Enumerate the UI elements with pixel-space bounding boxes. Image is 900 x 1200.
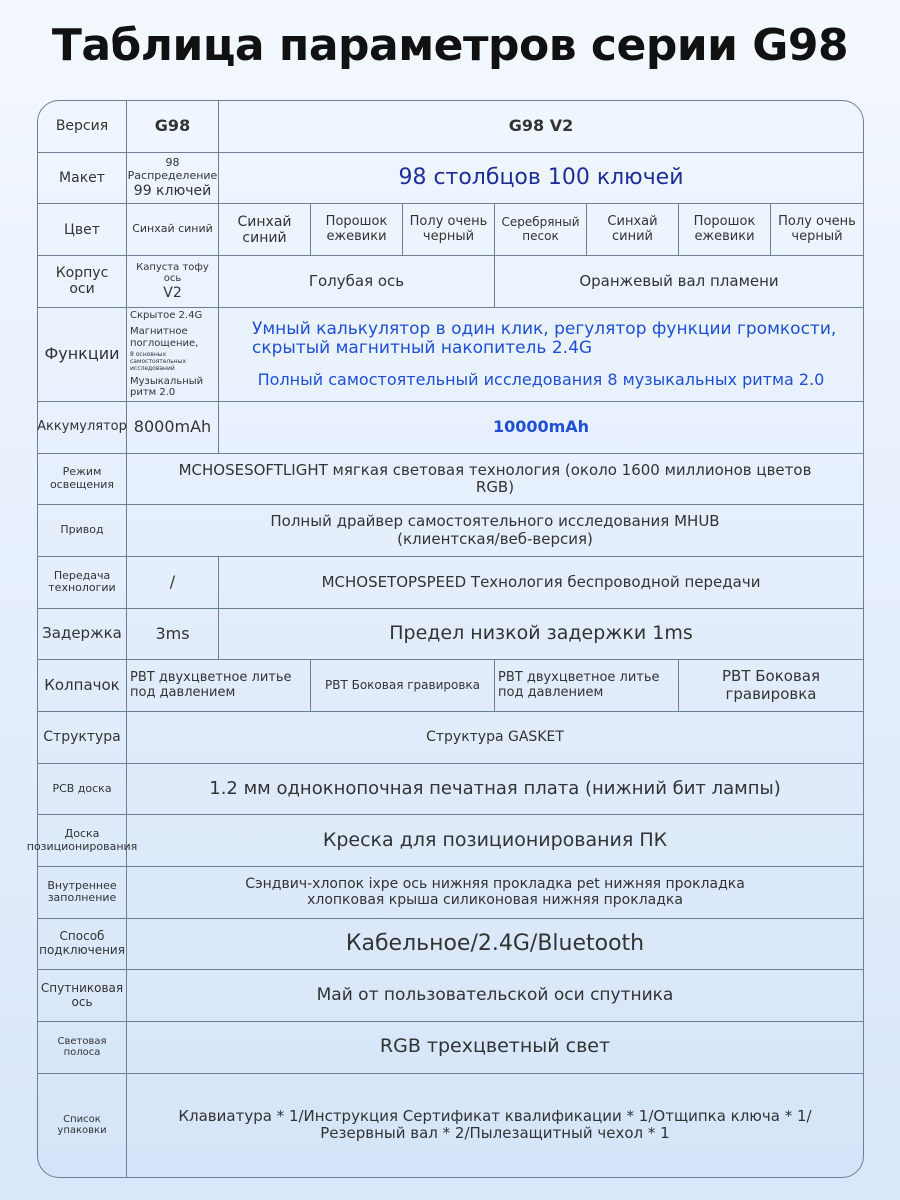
row-label-driver: Привод: [38, 505, 127, 557]
layout-g98-number: 98: [165, 156, 180, 170]
function-v2-main: Умный калькулятор в один клик, регулятор функции громкости, скрытый магнитный накопитель 2.4G: [252, 318, 837, 359]
spec-table: [26, 100, 864, 1178]
function-music-rhythm: Музыкальный ритм 2.0: [130, 375, 204, 399]
function-magnetic: Магнитное поглощение,: [130, 326, 199, 349]
keycap-cell: PBT двухцветное литье под давлением: [495, 660, 679, 712]
switch-g98-version: V2: [163, 284, 182, 301]
battery-g98: 8000mAh: [127, 402, 219, 454]
row-label-lightbar: Световая полоса: [38, 1022, 127, 1074]
version-g98: G98: [127, 101, 219, 153]
row-label-functions: Функции: [38, 308, 127, 402]
color-cell: Синхай синий: [587, 204, 679, 256]
row-label-battery: Аккумулятор: [38, 402, 127, 454]
latency-g98v2: Предел низкой задержки 1ms: [219, 609, 863, 661]
layout-g98-text: Распределение: [127, 168, 218, 182]
color-cell: Синхай синий: [219, 204, 311, 256]
row-label-version: Версия: [38, 101, 127, 153]
package-value: Клавиатура * 1/Инструкция Сертификат квалификации * 1/Отщипка ключа * 1/Резервный вал * 2/Пылезащитный чехол * 1: [178, 1107, 812, 1143]
layout-g98v2: 98 столбцов 100 ключей: [219, 153, 863, 205]
color-cell: Синхай синий: [127, 204, 219, 256]
layout-g98-keys: 99 ключей: [133, 182, 212, 199]
row-label-stabilizer: Спутниковая ось: [38, 970, 127, 1022]
switch-g98: [127, 256, 219, 308]
pcb-value: 1.2 мм однокнопочная печатная плата (нижний бит лампы): [127, 764, 863, 816]
row-label-package: Список упаковки: [38, 1074, 127, 1177]
layout-g98: [127, 153, 219, 205]
stabilizer-value: Май от пользовательской оси спутника: [127, 970, 863, 1022]
structure-value: Структура GASKET: [127, 712, 863, 764]
functions-g98: [127, 308, 219, 402]
row-label-keycaps: Колпачок: [38, 660, 127, 712]
filling-value: Сэндвич-хлопок ixpe ось нижняя прокладка pet нижняя прокладка хлопковая крыша силиконовая нижняя прокладка: [127, 867, 863, 919]
page-title: Таблица параметров серии G98: [51, 20, 849, 71]
keycap-cell: PBT Боковая гравировка: [311, 660, 495, 712]
row-label-switch: Корпус оси: [38, 256, 127, 308]
function-v2-rhythm: Полный самостоятельный исследования 8 музыкальных ритма 2.0: [257, 369, 825, 389]
color-cell: Полу очень черный: [771, 204, 863, 256]
row-label-layout: Макет: [38, 153, 127, 205]
switch-blue: Голубая ось: [219, 256, 495, 308]
function-hidden-24g: Скрытое 2.4G: [130, 309, 203, 321]
row-label-color: Цвет: [38, 204, 127, 256]
row-label-connection: Способ подключения: [38, 919, 127, 971]
transfer-g98: /: [127, 557, 219, 609]
color-cell: Полу очень черный: [403, 204, 495, 256]
keycap-cell: PBT двухцветное литье под давлением: [127, 660, 311, 712]
functions-g98v2: [219, 308, 863, 402]
color-cell: Порошок ежевики: [679, 204, 771, 256]
switch-orange: Оранжевый вал пламени: [495, 256, 863, 308]
keycap-cell: PBT Боковая гравировка: [679, 660, 863, 712]
driver-value: Полный драйвер самостоятельного исследования MHUB (клиентская/веб-версия): [127, 505, 863, 557]
plate-value: Креска для позиционирования ПК: [127, 815, 863, 867]
version-g98v2: G98 V2: [219, 101, 863, 153]
row-label-transfer: Передача технологии: [38, 557, 127, 609]
row-label-filling: Внутреннее заполнение: [38, 867, 127, 919]
row-label-pcb: PCB доска: [38, 764, 127, 816]
lightbar-value: RGB трехцветный свет: [127, 1022, 863, 1074]
row-label-lighting: Режим освещения: [38, 454, 127, 506]
battery-g98v2: 10000mAh: [219, 402, 863, 454]
switch-g98-name: Капуста тофу ось: [136, 261, 209, 285]
row-label-structure: Структура: [38, 712, 127, 764]
function-research: 8 основных самостоятельных исследований: [130, 351, 187, 372]
latency-g98: 3ms: [127, 609, 219, 661]
row-label-plate: Доска позиционирования: [38, 815, 127, 867]
color-cell: Порошок ежевики: [311, 204, 403, 256]
lighting-value: MCHOSESOFTLIGHT мягкая световая технология (около 1600 миллионов цветов RGB): [127, 454, 863, 506]
row-label-latency: Задержка: [38, 609, 127, 661]
connection-value: Кабельное/2.4G/Bluetooth: [127, 919, 863, 971]
transfer-g98v2: MCHOSETOPSPEED Технология беспроводной передачи: [219, 557, 863, 609]
color-cell: Серебряный песок: [495, 204, 587, 256]
